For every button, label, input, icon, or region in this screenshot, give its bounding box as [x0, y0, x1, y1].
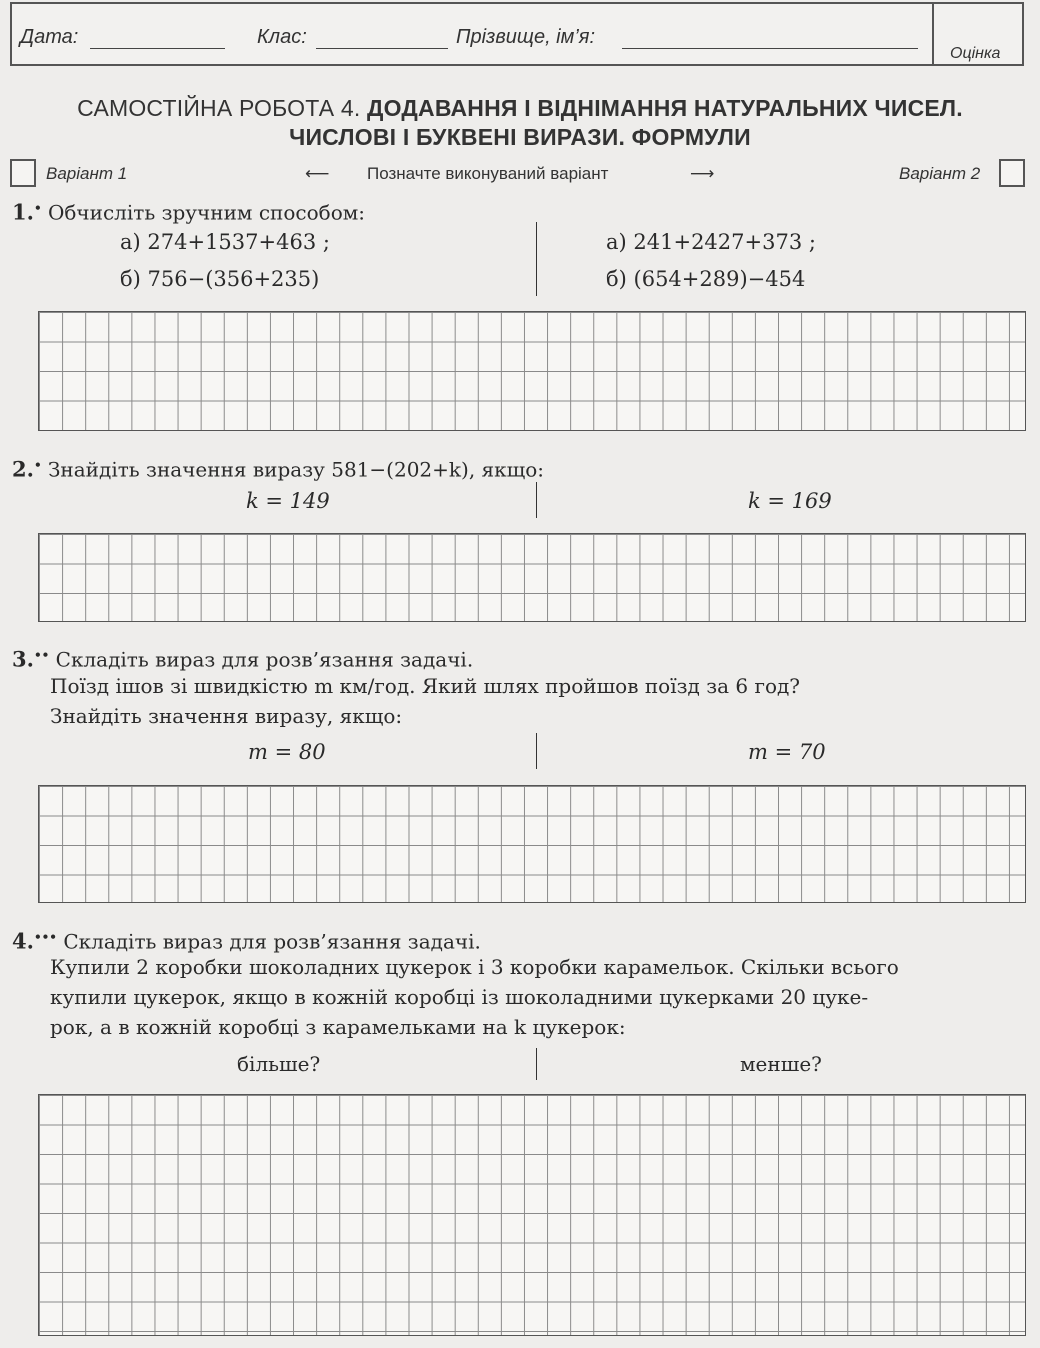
task-4-problem-line3: рок, а в кожній коробці з карамельками на k цукерок:	[50, 1015, 626, 1039]
variant2-label: Варіант 2	[899, 164, 981, 183]
variant1-checkbox[interactable]	[10, 159, 36, 187]
page-subtitle: ЧИСЛОВІ І БУКВЕНІ ВИРАЗИ. ФОРМУЛИ	[289, 124, 751, 150]
variant-instruction: Позначте виконуваний варіант	[367, 164, 609, 183]
task-3-problem: Поїзд ішов зі швидкістю m км/год. Який шлях пройшов поїзд за 6 год?	[50, 674, 801, 698]
task-3-v2-value: m = 70	[748, 740, 826, 764]
task-3-v1-value: m = 80	[248, 740, 326, 764]
date-label: Дата:	[20, 26, 79, 48]
task-4-answer-grid[interactable]	[38, 1094, 1026, 1336]
task-1-divider	[536, 222, 537, 296]
name-field[interactable]	[622, 48, 918, 49]
score-label: Оцінка	[950, 45, 1001, 62]
task-1-v1-b: б) 756−(356+235)	[120, 267, 320, 291]
arrow-left-icon: ⟵	[305, 164, 330, 184]
task-3-divider	[536, 733, 537, 769]
task-4-heading: 4.••• Складіть вираз для розв’язання задачі.	[12, 928, 481, 954]
task-3-heading: 3.•• Складіть вираз для розв’язання задачі.	[12, 646, 474, 672]
task-4-divider	[536, 1048, 537, 1080]
variant2-checkbox[interactable]	[999, 159, 1025, 187]
page-title: САМОСТІЙНА РОБОТА 4. ДОДАВАННЯ І ВІДНІМАННЯ НАТУРАЛЬНИХ ЧИСЕЛ.	[77, 95, 963, 121]
class-field[interactable]	[316, 48, 448, 49]
task-2-answer-grid[interactable]	[38, 533, 1026, 622]
task-4-v2-question: менше?	[740, 1052, 822, 1076]
task-1-v1-a: а) 274+1537+463 ;	[120, 230, 330, 254]
task-1-heading: 1.• Обчисліть зручним способом:	[12, 199, 366, 225]
task-1-v2-a: а) 241+2427+373 ;	[606, 230, 816, 254]
task-2-divider	[536, 482, 537, 518]
task-1-answer-grid[interactable]	[38, 311, 1026, 431]
task-2-v1-value: k = 149	[246, 489, 330, 513]
task-1-v2-b: б) (654+289)−454	[606, 267, 806, 291]
variant1-label: Варіант 1	[46, 164, 128, 183]
arrow-right-icon: ⟶	[690, 164, 715, 184]
date-field[interactable]	[90, 48, 225, 49]
task-4-problem-line2: купили цукерок, якщо в кожній коробці із шоколадними цукерками 20 цуке-	[50, 985, 869, 1009]
task-2-heading: 2.• Знайдіть значення виразу 581−(202+k), якщо:	[12, 456, 545, 482]
task-3-instruction: Знайдіть значення виразу, якщо:	[50, 704, 403, 728]
task-2-v2-value: k = 169	[748, 489, 832, 513]
class-label: Клас:	[257, 26, 307, 48]
task-4-problem-line1: Купили 2 коробки шоколадних цукерок і 3 коробки карамельок. Скільки всього	[50, 955, 899, 979]
task-4-v1-question: більше?	[237, 1052, 321, 1076]
name-label: Прізвище, ім’я:	[456, 26, 596, 48]
task-3-answer-grid[interactable]	[38, 785, 1026, 903]
score-separator	[932, 4, 934, 64]
